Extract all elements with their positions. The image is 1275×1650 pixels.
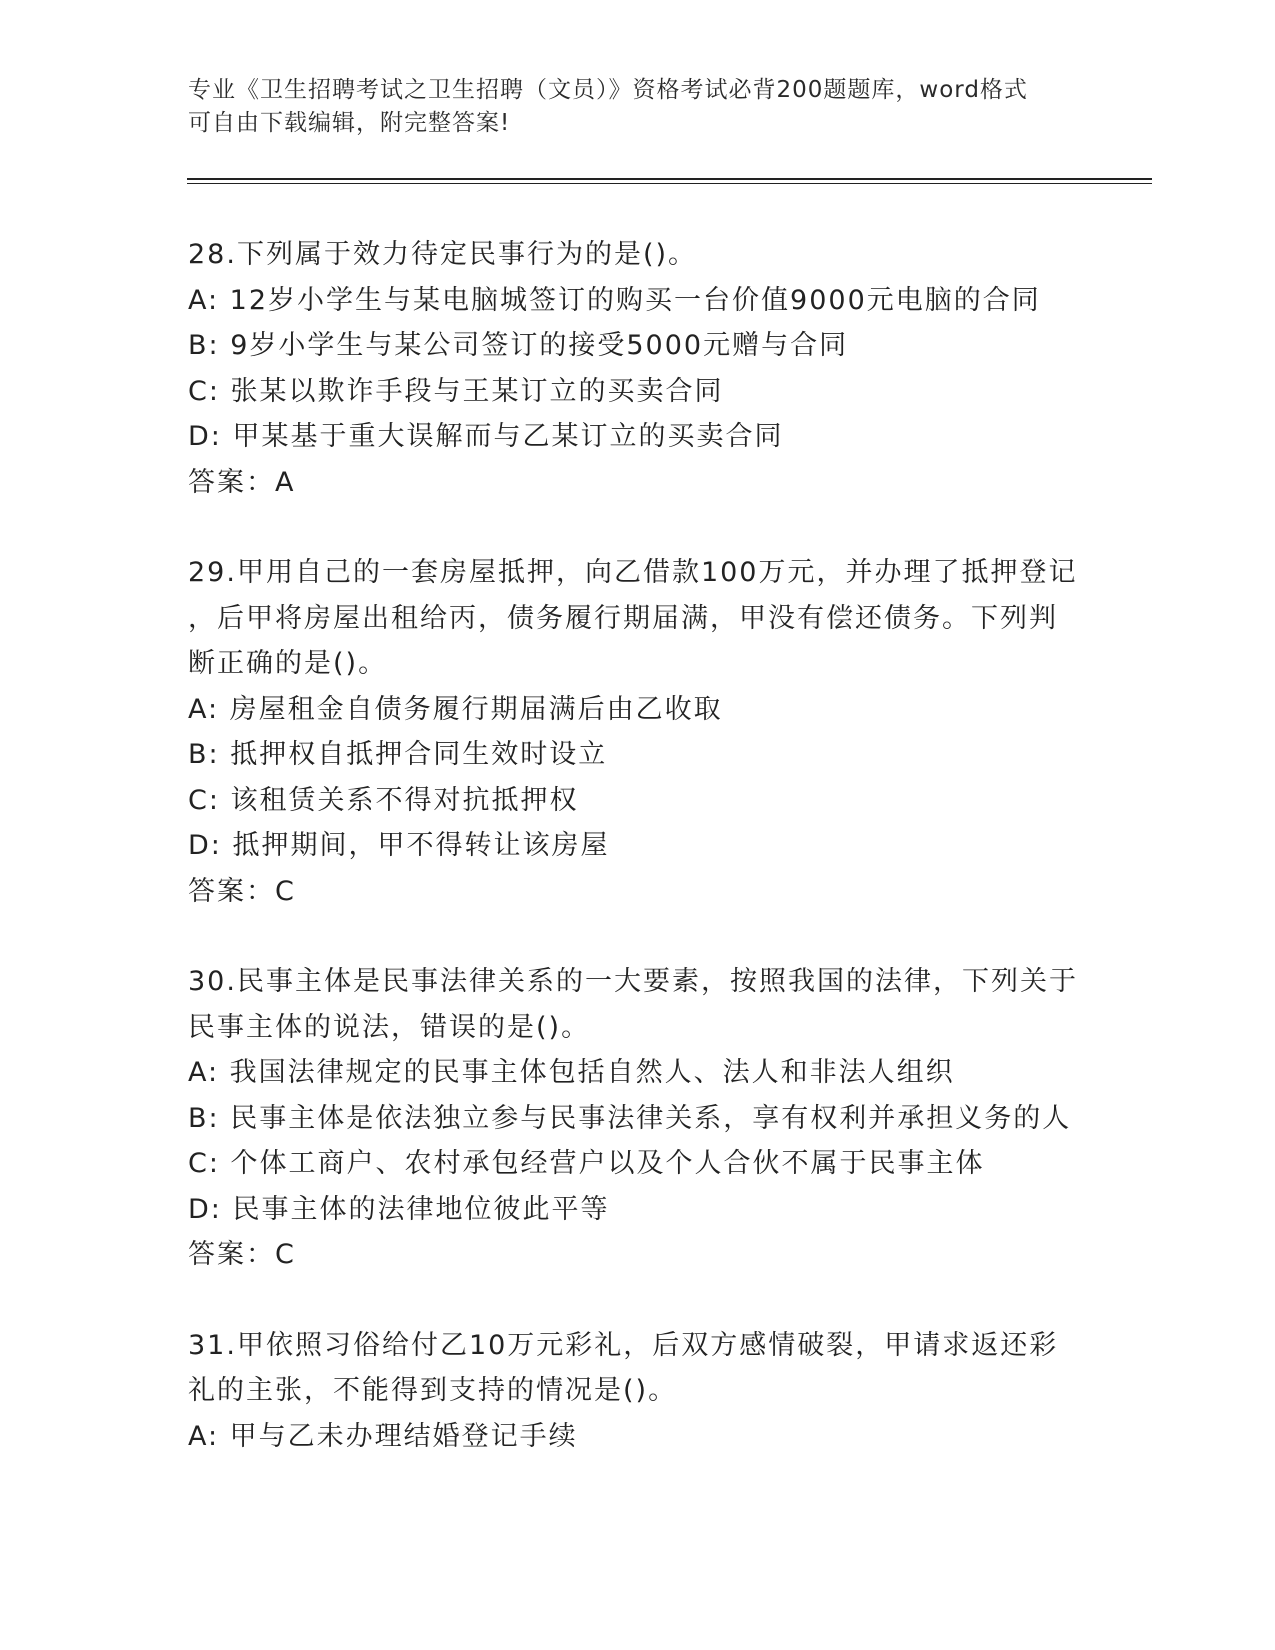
option-a: A: 12岁小学生与某电脑城签订的购买一台价值9000元电脑的合同 (188, 284, 1041, 316)
option-d: D: 民事主体的法律地位彼此平等 (188, 1193, 610, 1225)
document-header (188, 74, 1088, 140)
question-block (188, 959, 1088, 1278)
question-block (188, 232, 1088, 505)
question-stem: 28.下列属于效力待定民事行为的是()。 (188, 239, 698, 270)
answer-line: 答案：C (188, 875, 296, 907)
option-c: C: 个体工商户、农村承包经营户以及个人合伙不属于民事主体 (188, 1148, 985, 1179)
option-c: C: 该租赁关系不得对抗抵押权 (188, 784, 579, 816)
question-stem: 民事主体的说法，错误的是()。 (188, 1011, 591, 1043)
option-b: B: 9岁小学生与某公司签订的接受5000元赠与合同 (188, 330, 849, 361)
header-divider-thick (187, 178, 1152, 180)
question-list (188, 232, 1088, 1459)
question-block (188, 1323, 1088, 1460)
question-stem: 30.民事主体是民事法律关系的一大要素，按照我国的法律，下列关于 (188, 966, 1078, 997)
question-stem: ，后甲将房屋出租给丙，债务履行期届满，甲没有偿还债务。下列判 (188, 602, 1058, 634)
spacer (188, 1278, 1088, 1323)
option-a: A: 我国法律规定的民事主体包括自然人、法人和非法人组织 (188, 1057, 955, 1088)
spacer (188, 505, 1088, 550)
option-a: A: 房屋租金自债务履行期届满后由乙收取 (188, 693, 723, 725)
option-c: C: 张某以欺诈手段与王某订立的买卖合同 (188, 375, 724, 407)
question-stem: 断正确的是()。 (188, 648, 388, 679)
option-b: B: 民事主体是依法独立参与民事法律关系，享有权利并承担义务的人 (188, 1102, 1072, 1134)
option-d: D: 抵押期间，甲不得转让该房屋 (188, 830, 610, 861)
answer-line: 答案：A (188, 466, 296, 498)
option-b: B: 抵押权自抵押合同生效时设立 (188, 739, 608, 770)
option-d: D: 甲某基于重大误解而与乙某订立的买卖合同 (188, 421, 784, 452)
question-stem: 31.甲依照习俗给付乙10万元彩礼，后双方感情破裂，甲请求返还彩 (188, 1329, 1059, 1361)
spacer (188, 914, 1088, 959)
option-a: A: 甲与乙未办理结婚登记手续 (188, 1420, 578, 1452)
question-stem: 29.甲用自己的一套房屋抵押，向乙借款100万元，并办理了抵押登记 (188, 557, 1078, 588)
header-line-2: 可自由下载编辑，附完整答案! (188, 110, 511, 136)
answer-line: 答案：C (188, 1239, 296, 1270)
question-block (188, 550, 1088, 914)
header-line-1: 专业《卫生招聘考试之卫生招聘（文员）》资格考试必背200题题库，word格式 (188, 77, 1028, 103)
question-stem: 礼的主张，不能得到支持的情况是()。 (188, 1375, 678, 1406)
header-divider-thin (187, 183, 1152, 184)
